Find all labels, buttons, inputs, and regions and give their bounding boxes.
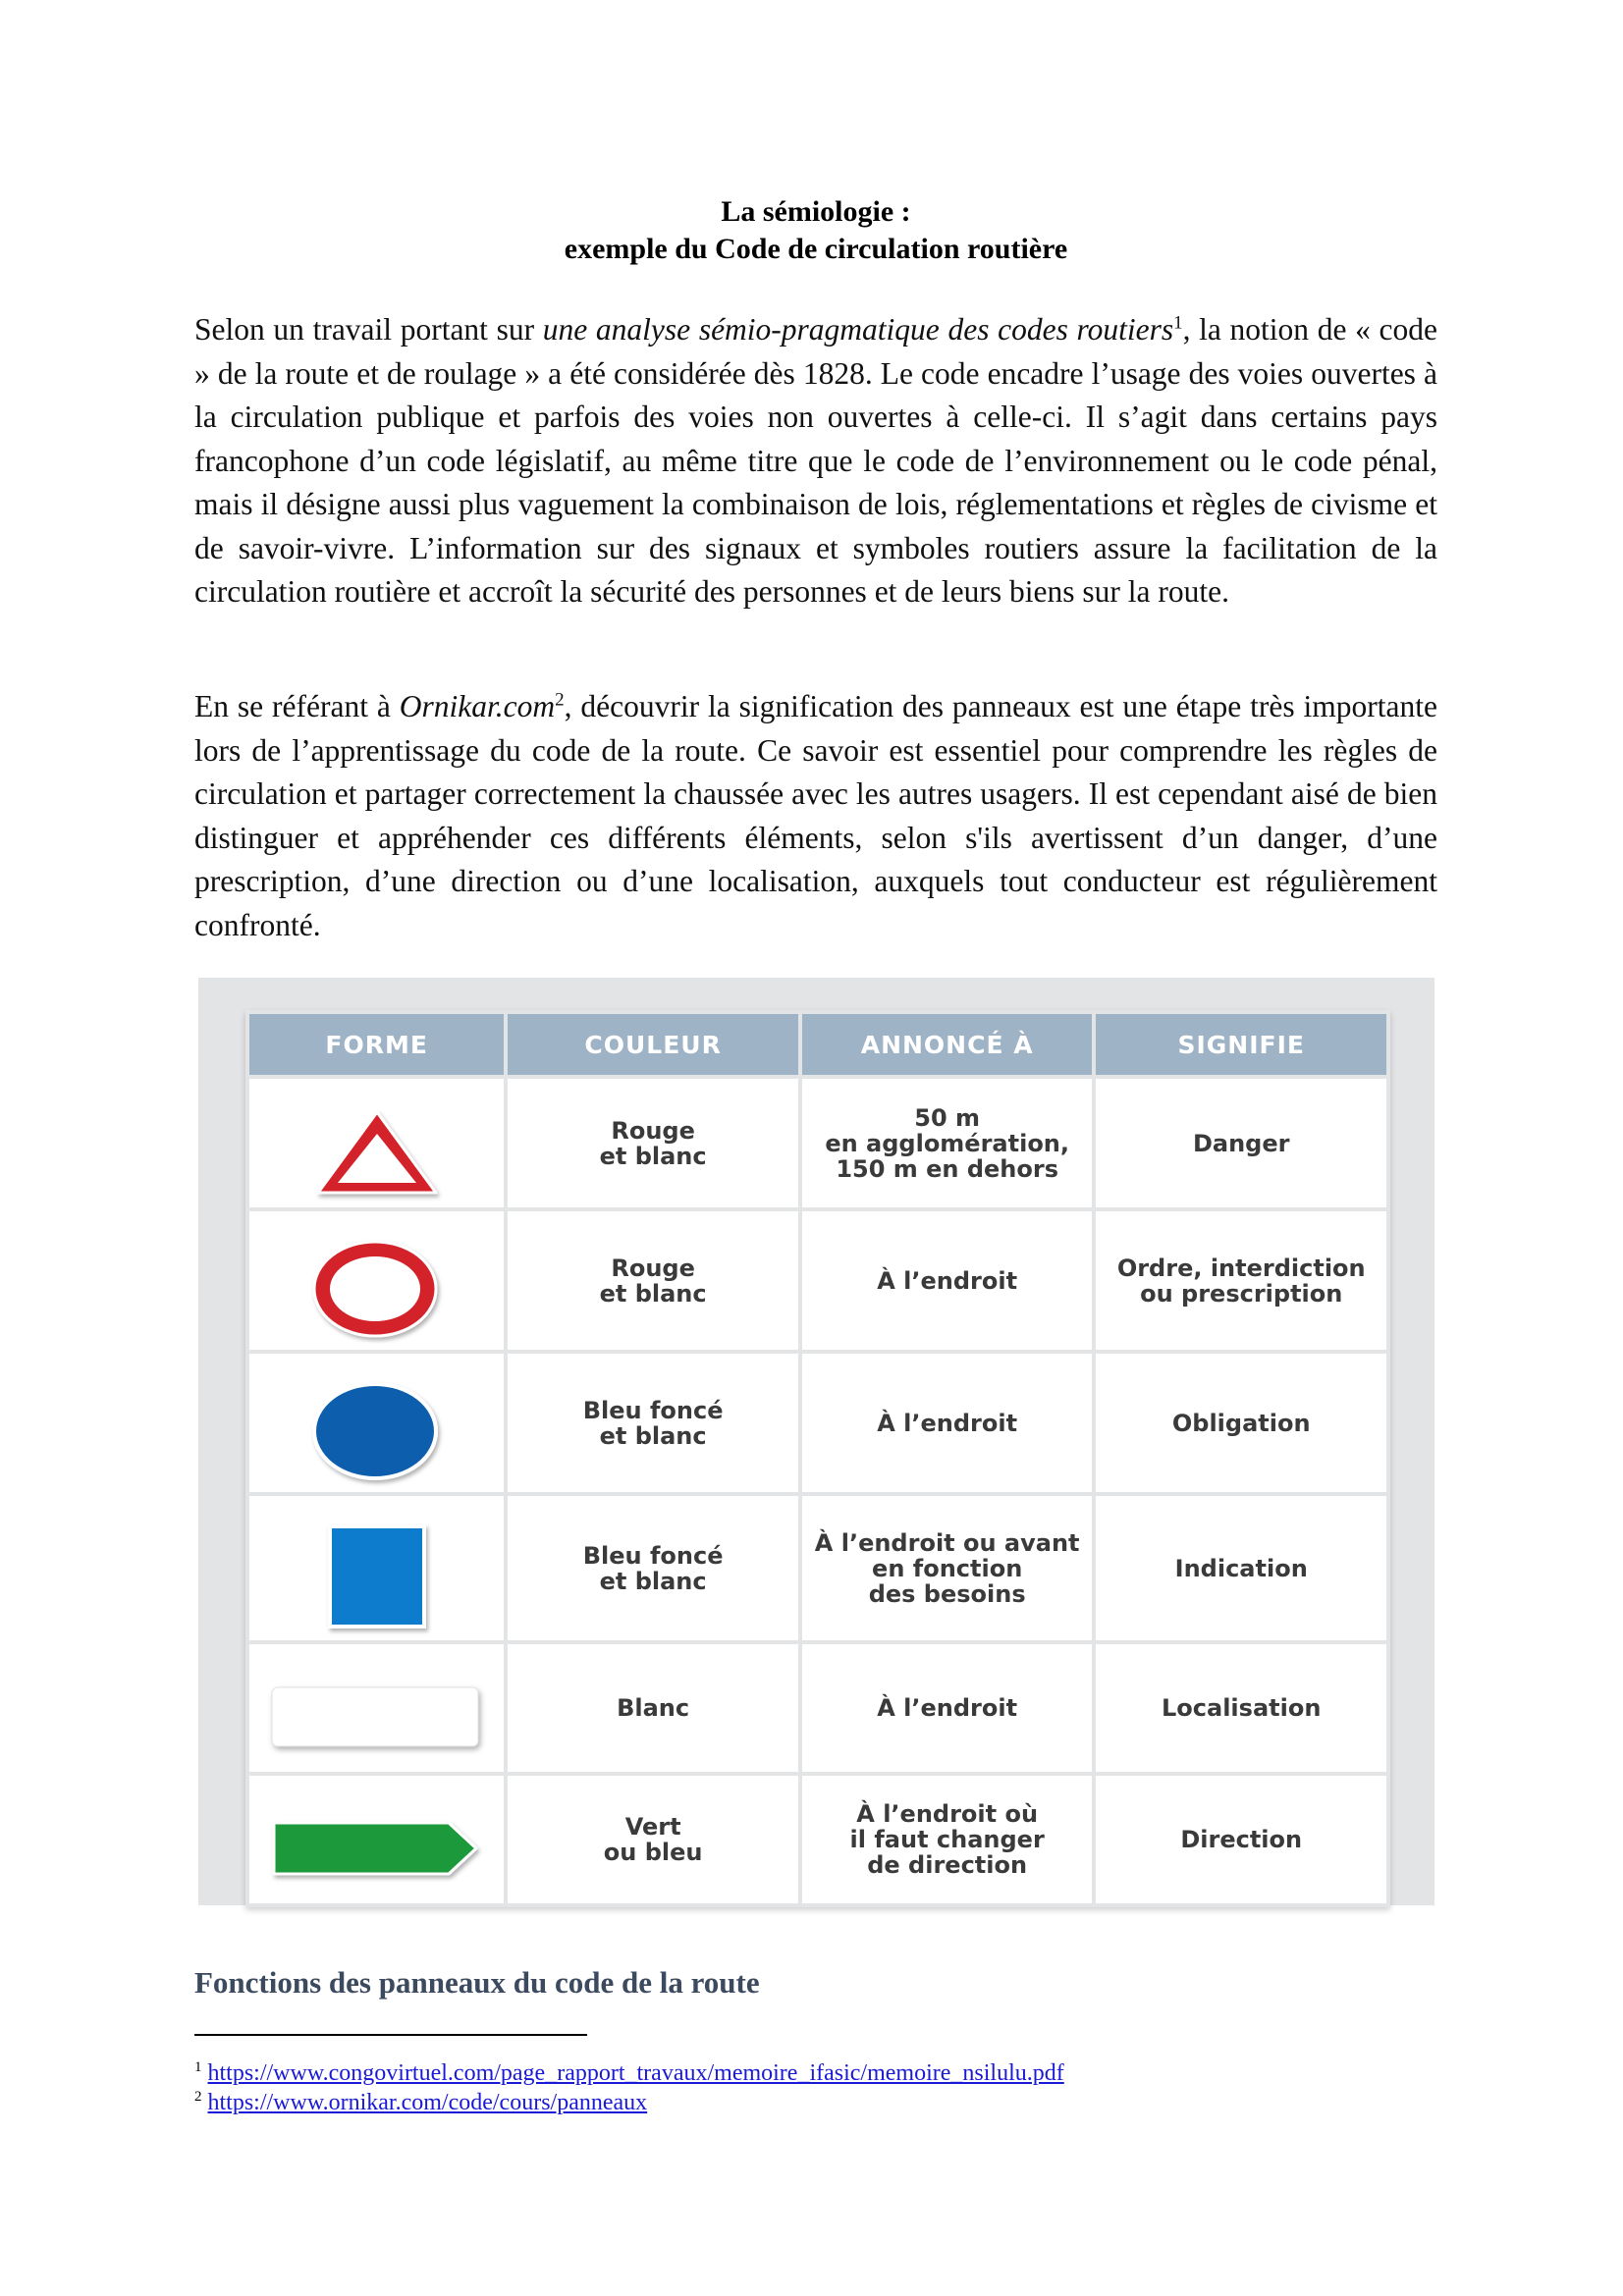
green-arrow-icon	[264, 1811, 490, 1890]
signifie-cell: Obligation	[1096, 1354, 1386, 1492]
blue-square-icon	[308, 1522, 446, 1635]
annonce-cell: À l’endroit	[802, 1644, 1093, 1772]
paragraph-text: , la notion de « code » de la route et de roulage » a été considérée dès 1828. Le code encadre l’usage des voies ouvertes à la circulation publique et parfois des voies non ouvertes à celle-ci. Il s’agit dans certains pays francophone d’un code législatif, au même titre que le code de l’environnement ou le code pénal, mais il désigne aussi plus vaguement la combinaison de lois, réglementations et règles de civisme et de savoir-vivre. L’information sur des signaux et symboles routiers assure la facilitation de la circulation routière et accroît la sécurité des personnes et de leurs biens sur la route.	[194, 312, 1438, 609]
footnote-1	[194, 2054, 1064, 2087]
paragraph-text: En se référant à	[194, 689, 400, 723]
table-header-row	[249, 1014, 1386, 1075]
footnote-divider	[194, 2034, 587, 2036]
document-title	[194, 193, 1437, 268]
shape-cell	[249, 1496, 504, 1640]
footnote-link-1[interactable]: https://www.congovirtuel.com/page_rapport_travaux/memoire_ifasic/memoire_nsilulu.pdf	[207, 2060, 1064, 2086]
road-signs-table	[245, 1010, 1390, 1907]
couleur-cell: Blanc	[508, 1644, 798, 1772]
couleur-cell: Rouge et blanc	[508, 1211, 798, 1350]
annonce-cell: À l’endroit	[802, 1211, 1093, 1350]
white-rectangle-icon	[264, 1680, 490, 1758]
red-triangle-icon	[308, 1104, 446, 1202]
blue-circle-icon	[308, 1379, 446, 1487]
shape-cell	[249, 1644, 504, 1772]
footnote-mark: 2	[194, 2089, 202, 2105]
footnote-link-2[interactable]: https://www.ornikar.com/code/cours/panneaux	[207, 2090, 648, 2115]
signifie-cell: Ordre, interdiction ou prescription	[1096, 1211, 1386, 1350]
header-couleur: COULEUR	[508, 1014, 798, 1075]
header-annonce: ANNONCÉ À	[802, 1014, 1093, 1075]
table-row	[249, 1776, 1386, 1903]
shape-cell	[249, 1776, 504, 1903]
annonce-cell: À l’endroit ou avant en fonction des besoins	[802, 1496, 1093, 1640]
paragraph-italic: Ornikar.com	[399, 689, 556, 723]
road-signs-figure	[198, 978, 1434, 1905]
paragraph-italic: une analyse sémio-pragmatique des codes routiers	[542, 312, 1174, 347]
signifie-cell: Localisation	[1096, 1644, 1386, 1772]
table-row	[249, 1354, 1386, 1492]
annonce-cell: À l’endroit	[802, 1354, 1093, 1492]
table-row	[249, 1211, 1386, 1350]
table-row	[249, 1079, 1386, 1207]
shape-cell	[249, 1079, 504, 1207]
red-circle-icon	[308, 1237, 446, 1345]
annonce-cell: 50 m en agglomération, 150 m en dehors	[802, 1079, 1093, 1207]
footnote-ref-2[interactable]: 2	[555, 689, 565, 711]
couleur-cell: Bleu foncé et blanc	[508, 1354, 798, 1492]
annonce-cell: À l’endroit où il faut changer de direction	[802, 1776, 1093, 1903]
table-row	[249, 1496, 1386, 1640]
paragraph-text: , découvrir la signification des panneaux est une étape très importante lors de l’apprentissage du code de la route. Ce savoir est essentiel pour comprendre les règles de circulation et partager correctement la chaussée avec les autres usagers. Il est cependant aisé de bien distinguer et appréhender ces différents éléments, selon s'ils avertissent d’un danger, d’une prescription, d’une direction ou d’une localisation, auxquels tout conducteur est régulièrement confronté.	[194, 689, 1437, 942]
couleur-cell: Rouge et blanc	[508, 1079, 798, 1207]
footnote-2	[194, 2083, 647, 2116]
footnote-mark: 1	[194, 2059, 202, 2075]
signifie-cell: Danger	[1096, 1079, 1386, 1207]
paragraph-intro	[194, 308, 1437, 614]
couleur-cell: Vert ou bleu	[508, 1776, 798, 1903]
paragraph-ornikar	[194, 685, 1437, 947]
title-line-2: exemple du Code de circulation routière	[564, 233, 1068, 265]
paragraph-text: Selon un travail portant sur	[194, 312, 543, 347]
shape-cell	[249, 1354, 504, 1492]
title-line-1: La sémiologie :	[721, 195, 911, 228]
table-row	[249, 1644, 1386, 1772]
shape-cell	[249, 1211, 504, 1350]
header-forme: FORME	[249, 1014, 504, 1075]
signifie-cell: Direction	[1096, 1776, 1386, 1903]
header-signifie: SIGNIFIE	[1096, 1014, 1386, 1075]
couleur-cell: Bleu foncé et blanc	[508, 1496, 798, 1640]
section-heading: Fonctions des panneaux du code de la route	[194, 1965, 760, 2000]
signifie-cell: Indication	[1096, 1496, 1386, 1640]
footnote-ref-1[interactable]: 1	[1173, 312, 1183, 334]
